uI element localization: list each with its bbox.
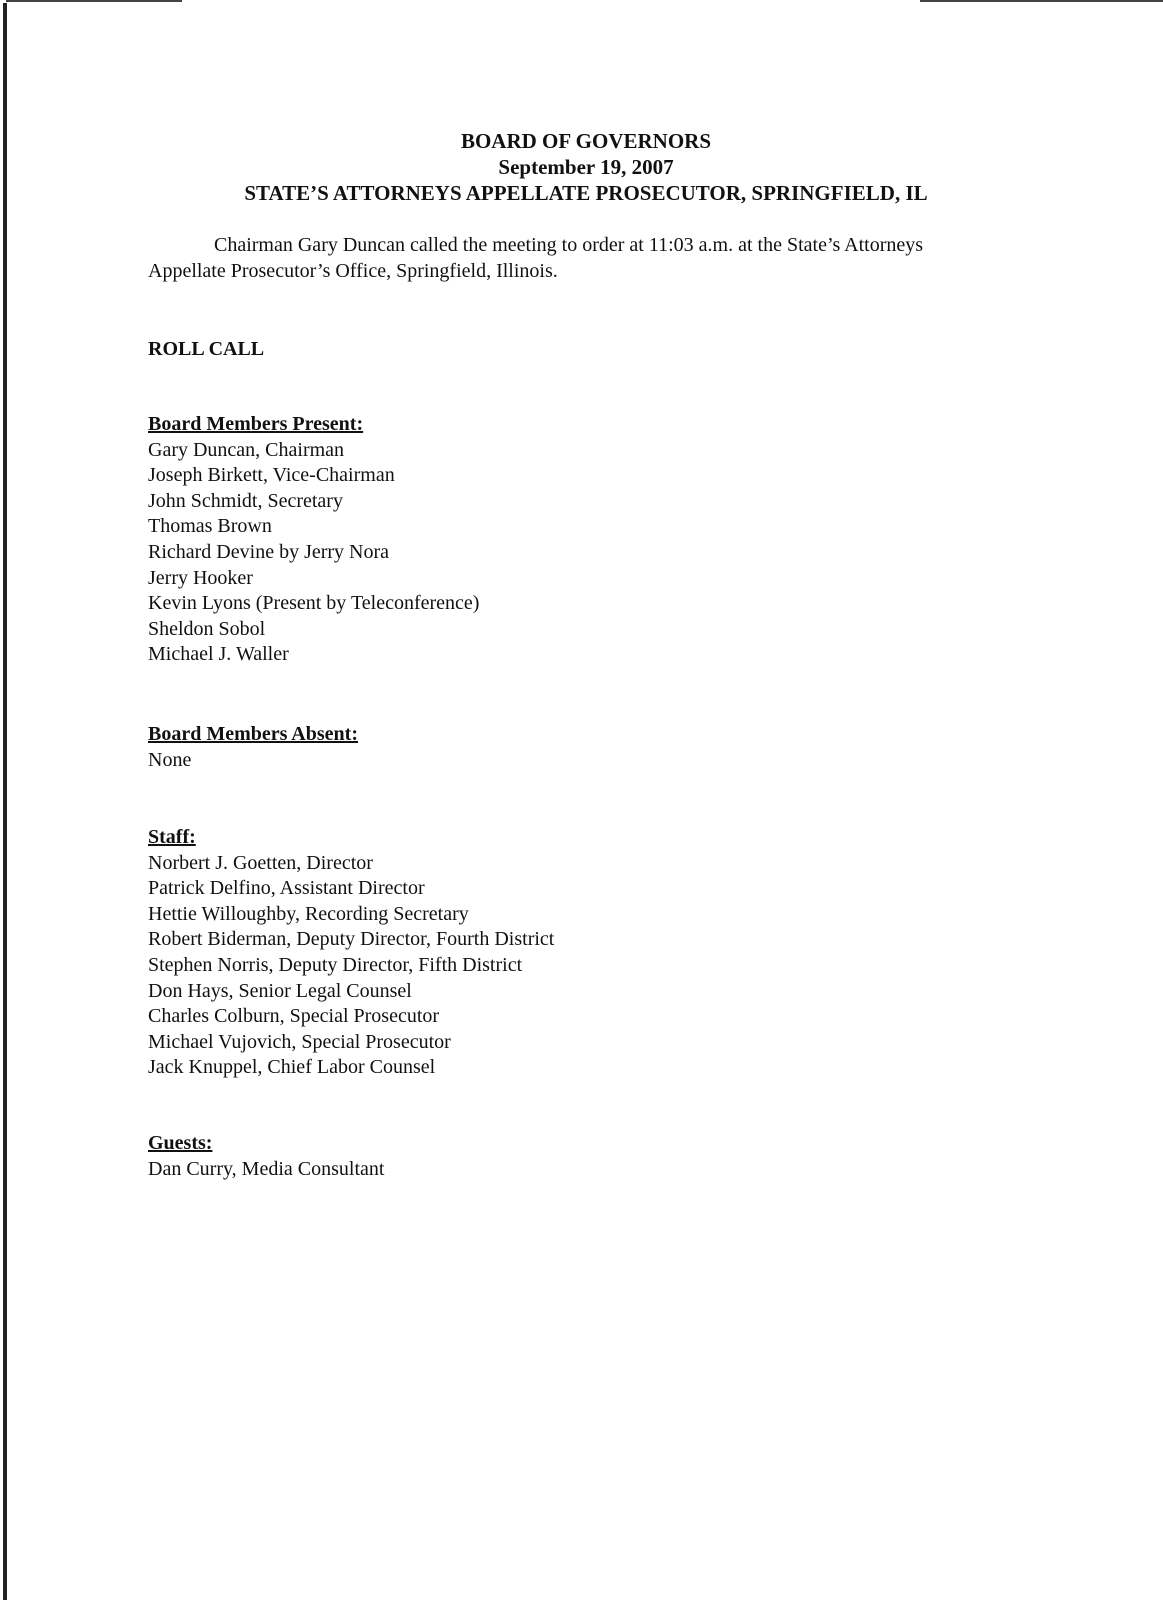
- present-section: [148, 412, 479, 668]
- intro-line-1: Chairman Gary Duncan called the meeting to order at 11:03 a.m. at the State’s Attorneys: [214, 234, 924, 256]
- list-item: John Schmidt, Secretary: [148, 489, 343, 512]
- staff-heading: Staff:: [148, 826, 196, 848]
- list-item: Jack Knuppel, Chief Labor Counsel: [148, 1056, 436, 1079]
- intro-paragraph: [148, 232, 1018, 284]
- list-item: Dan Curry, Media Consultant: [148, 1157, 385, 1180]
- guests-heading: Guests:: [148, 1132, 213, 1154]
- list-item: Norbert J. Goetten, Director: [148, 851, 373, 874]
- list-item: Hettie Willoughby, Recording Secretary: [148, 902, 469, 925]
- staff-section: [148, 825, 554, 1081]
- absent-heading: Board Members Absent:: [148, 723, 358, 745]
- organization-heading: STATE’S ATTORNEYS APPELLATE PROSECUTOR, SPRINGFIELD, IL: [244, 181, 928, 205]
- list-item: Sheldon Sobol: [148, 617, 266, 640]
- list-item: Robert Biderman, Deputy Director, Fourth District: [148, 928, 555, 951]
- scan-edge-left: [3, 3, 7, 1600]
- absent-section: [148, 722, 358, 773]
- list-item: None: [148, 748, 192, 771]
- roll-call-heading: ROLL CALL: [148, 338, 265, 360]
- list-item: Charles Colburn, Special Prosecutor: [148, 1005, 440, 1028]
- document-title: BOARD OF GOVERNORS: [460, 129, 712, 153]
- intro-line-2: Appellate Prosecutor’s Office, Springfield, Illinois.: [148, 260, 558, 282]
- scan-edge-top-left: [6, 0, 182, 2]
- list-item: Michael J. Waller: [148, 643, 289, 666]
- guests-list: [148, 1157, 384, 1183]
- guests-section: [148, 1131, 384, 1182]
- list-item: Gary Duncan, Chairman: [148, 438, 345, 461]
- list-item: Jerry Hooker: [148, 566, 253, 589]
- list-item: Thomas Brown: [148, 515, 272, 538]
- list-item: Kevin Lyons (Present by Teleconference): [148, 592, 480, 615]
- scan-edge-top-right: [920, 0, 1163, 2]
- list-item: Stephen Norris, Deputy Director, Fifth District: [148, 953, 523, 976]
- present-heading: Board Members Present:: [148, 413, 364, 435]
- staff-list: [148, 851, 554, 1081]
- absent-list: [148, 748, 358, 774]
- list-item: Michael Vujovich, Special Prosecutor: [148, 1030, 451, 1053]
- list-item: Don Hays, Senior Legal Counsel: [148, 979, 412, 1002]
- list-item: Patrick Delfino, Assistant Director: [148, 877, 425, 900]
- present-list: [148, 438, 479, 668]
- meeting-date: September 19, 2007: [498, 155, 674, 179]
- list-item: Richard Devine by Jerry Nora: [148, 540, 390, 563]
- list-item: Joseph Birkett, Vice-Chairman: [148, 464, 395, 487]
